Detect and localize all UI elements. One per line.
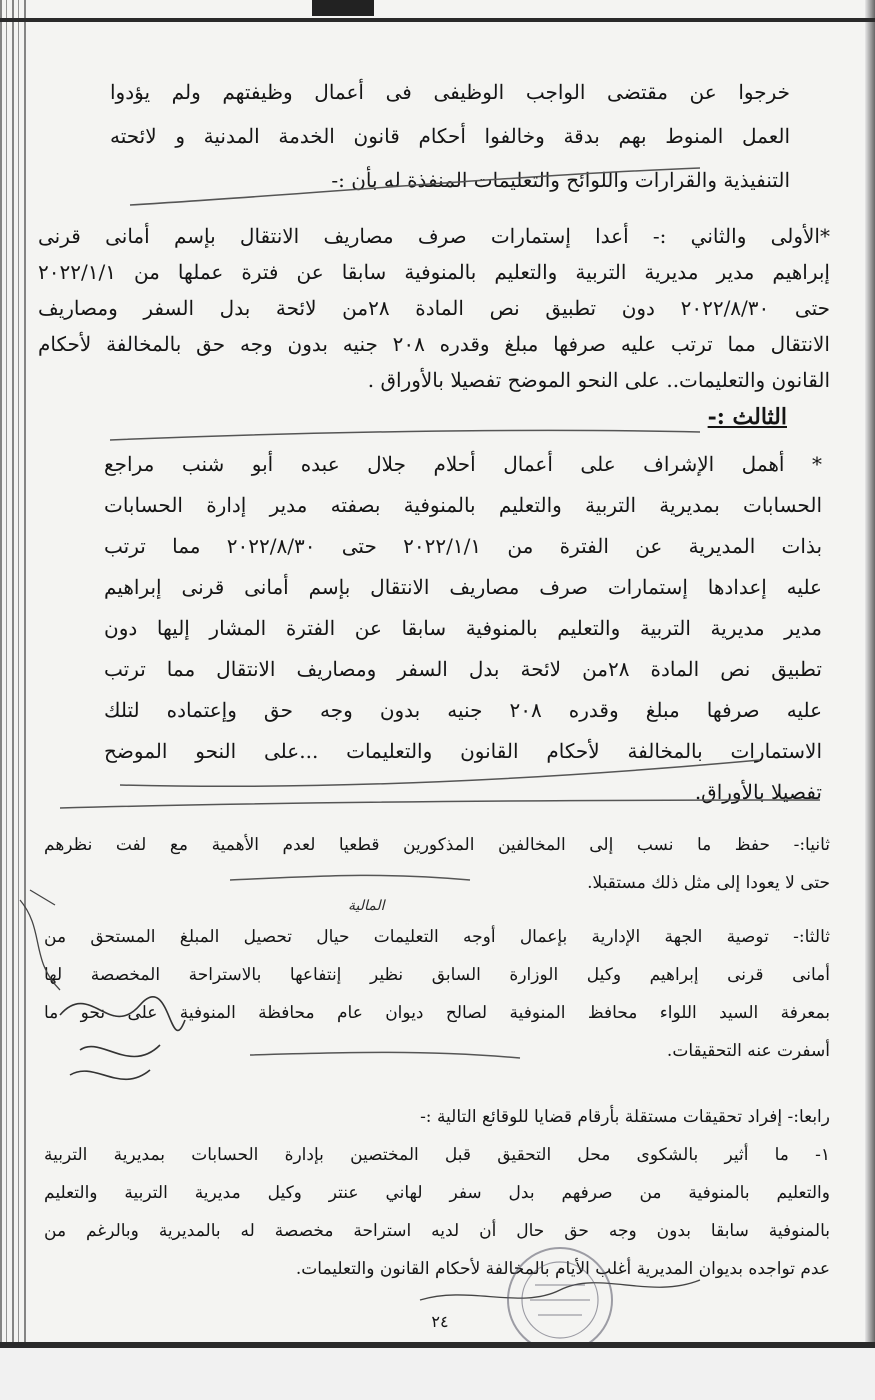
paragraph-line: عدم تواجده بديوان المديرية أغلب الأيام بالمخالفة لأحكام القانون والتعليمات. [295,1259,830,1279]
paragraph-line: *الأولى والثاني :- أعدا إستمارات صرف مصاريف الانتقال بإسم أمانى قرنى [38,224,830,248]
strike-line [60,800,820,808]
paragraph-line: تطبيق نص المادة ٢٨من لائحة بدل السفر ومصاريف الانتقال مما ترتب [104,657,822,681]
third-accused-heading: الثالث :- [707,404,787,430]
paragraph-line: القانون والتعليمات.. على النحو الموضح تفصيلا بالأوراق . [367,368,830,392]
paragraph-line: ثالثا:- توصية الجهة الإدارية بإعمال أوجه التعليمات حيال تحصيل المبلغ المستحق من [44,927,830,947]
paragraph-line: أمانى قرنى إبراهيم وكيل الوزارة السابق نظير إنتفاعها بالاستراحة المخصصة لها [44,965,830,985]
paragraph-line: تفصيلا بالأوراق. [694,780,822,804]
paragraph-line: عليه إعدادها إستمارات صرف مصاريف الانتقال بإسم أمانى قرنى إبراهيم [104,575,822,599]
paragraph-line: مدير مديرية التربية والتعليم بالمنوفية سابقا عن الفترة المشار إليها دون [104,616,822,640]
paragraph-line: بالمنوفية سابقا بدون وجه حق حال أن لديه استراحة مخصصة له بالمديرية وبالرغم من [44,1221,830,1241]
strike-line [130,168,700,205]
strike-line [110,430,700,440]
paragraph-line: الانتقال مما ترتب عليه صرفها مبلغ وقدره ٢٠٨ جنيه بدون وجه حق بالمخالفة لأحكام [38,332,830,356]
paragraph-line: رابعا:- إفراد تحقيقات مستقلة بأرقام قضايا للوقائع التالية :- [420,1107,830,1127]
paragraph-line: حتى لا يعودا إلى مثل ذلك مستقبلا. [587,873,830,893]
paragraph-line: أسفرت عنه التحقيقات. [666,1041,830,1061]
official-seal [508,1248,612,1352]
page-number: ٢٤ [431,1312,449,1331]
paragraph-line: إبراهيم مدير مديرية التربية والتعليم بالمنوفية سابقا عن فترة عملها من ٢٠٢٢/١/١ [38,260,830,284]
paragraph-line: والتعليم بالمنوفية من صرفهم بدل سفر لهاني عنتر وكيل مديرية التربية والتعليم [44,1183,830,1203]
strike-line [230,875,470,880]
paragraph-line: ١- ما أثير بالشكوى محل التحقيق قبل المختصين بإدارة الحسابات بمديرية التربية [44,1145,830,1165]
paragraph-line: * أهمل الإشراف على أعمال أحلام جلال عبده أبو شنب مراجع [104,452,822,476]
strike-line [120,760,760,786]
paragraph-line: ثانيا:- حفظ ما نسب إلى المخالفين المذكورين قطعيا لعدم الأهمية مع لفت نظرهم [44,835,830,855]
paragraph-line: الاستمارات بالمخالفة لأحكام القانون والتعليمات ...على النحو الموضح [104,739,822,763]
handwritten-insert: المالية [348,898,385,914]
paragraph-line: الحسابات بمديرية التربية والتعليم بالمنوفية بصفته مدير إدارة الحسابات [104,493,822,517]
intro-line: العمل المنوط بهم بدقة وخالفوا أحكام قانون الخدمة المدنية و لائحته [110,124,790,148]
paragraph-line: بمعرفة السيد اللواء محافظ المنوفية لصالح ديوان عام محافظة المنوفية على نحو ما [44,1003,830,1023]
paragraph-line: حتى ٢٠٢٢/٨/٣٠ دون تطبيق نص المادة ٢٨من لائحة بدل السفر ومصاريف [38,296,830,320]
signature-scribble [60,997,185,1080]
intro-line: خرجوا عن مقتضى الواجب الوظيفى فى أعمال وظيفتهم ولم يؤدوا [110,80,790,104]
signature-scribble [20,890,60,990]
page-bottom-margin [0,1348,875,1400]
intro-line: التنفيذية والقرارات واللوائح والتعليمات المنفذة له بأن :- [331,168,790,192]
strike-line [250,1052,520,1058]
paragraph-line: عليه صرفها مبلغ وقدره ٢٠٨ جنيه بدون وجه حق وإعتماده لتلك [104,698,823,722]
signature-scribble [420,1280,700,1300]
paragraph-line: بذات المديرية عن الفترة من ٢٠٢٢/١/١ حتى ٢٠٢٢/٨/٣٠ مما ترتب [104,534,823,558]
